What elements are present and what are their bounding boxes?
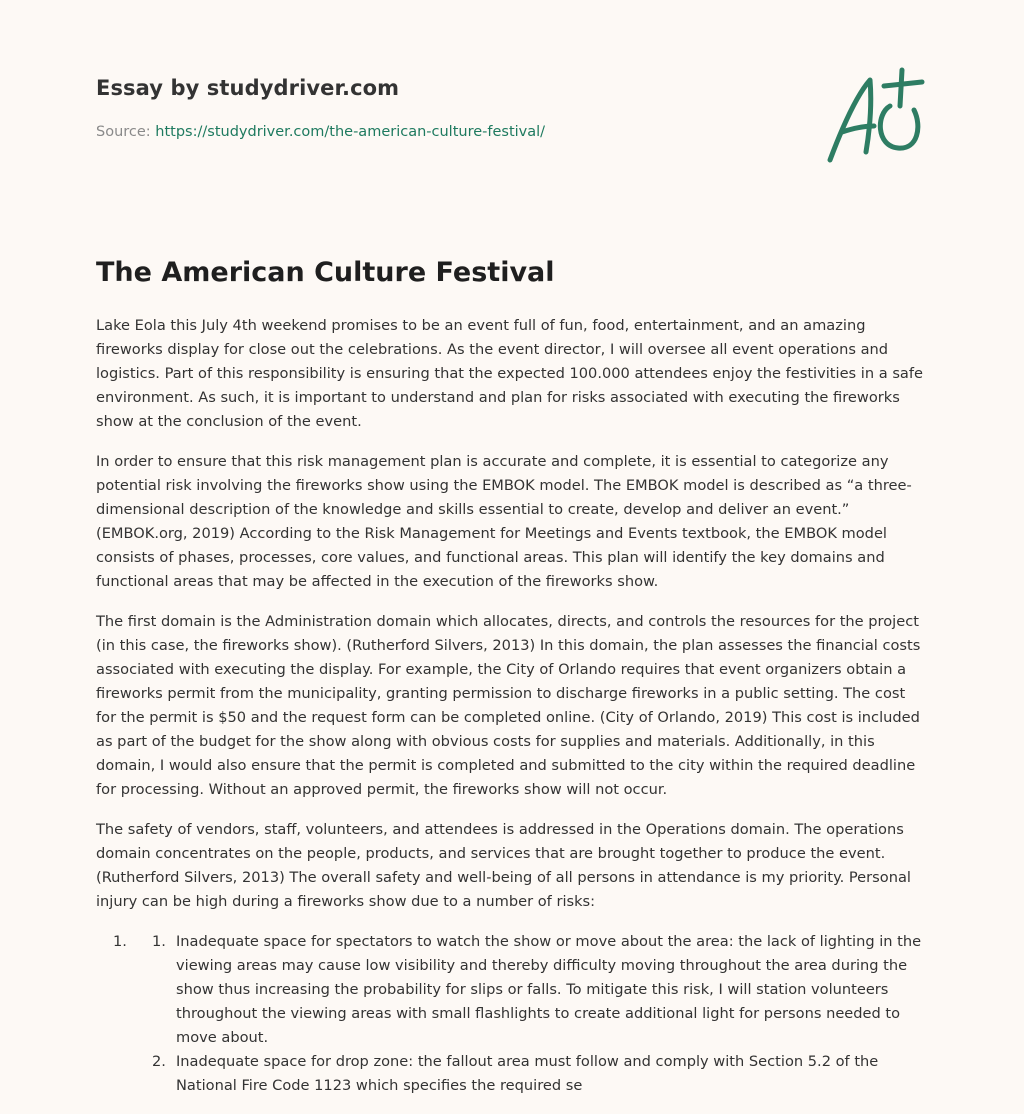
source-label: Source: [96,124,151,140]
risk-list [96,930,928,1098]
paragraph: In order to ensure that this risk management plan is accurate and complete, it is essential to categorize any potential risk involving the fireworks show using the EMBOK model. The EMBOK model is described as “a three-dimensional description of the knowledge and skills essential to create, develop and deliver an event.” (EMBOK.org, 2019) According to the Risk Management for Meetings and Events textbook, the EMBOK model consists of phases, processes, core values, and functional areas. This plan will identify the key domains and functional areas that may be affected in the execution of the fireworks show. [96,453,912,590]
a-plus-logo-icon [820,66,930,166]
site-title: Essay by studydriver.com [96,76,400,100]
essay-title: The American Culture Festival [96,257,555,288]
paragraph: The safety of vendors, staff, volunteers, and attendees is addressed in the Operations domain. The operations domain concentrates on the people, products, and services that are brought together to produce the event. (Rutherford Silvers, 2013) The overall safety and well-being of all persons in attendance is my priority. Personal injury can be high during a fireworks show due to a number of risks: [96,821,911,910]
list-item [96,1050,928,1098]
source-link[interactable]: https://studydriver.com/the-american-culture-festival/ [155,124,546,140]
list-number: 2. [152,1053,166,1070]
source-line [96,124,545,140]
list-item-text: Inadequate space for drop zone: the fallout area must follow and comply with Section 5.2 of the National Fire Code 1123 which specifies the required se [176,1053,879,1094]
list-item [96,930,928,1050]
list-item [96,930,928,1098]
list-number: 1. [113,933,127,950]
nested-list [96,930,928,1098]
essay-body [96,314,928,1098]
list-number: 1. [152,933,166,950]
paragraph: Lake Eola this July 4th weekend promises to be an event full of fun, food, entertainment, and an amazing fireworks display for close out the celebrations. As the event director, I will oversee all event operations and logistics. Part of this responsibility is ensuring that the expected 100.000 attendees enjoy the festivities in a safe environment. As such, it is important to understand and plan for risks associated with executing the fireworks show at the conclusion of the event. [96,317,923,430]
paragraph: The first domain is the Administration domain which allocates, directs, and controls the resources for the project (in this case, the fireworks show). (Rutherford Silvers, 2013) In this domain, the plan assesses the financial costs associated with executing the display. For example, the City of Orlando requires that event organizers obtain a fireworks permit from the municipality, granting permission to discharge fireworks in a public setting. The cost for the permit is $50 and the request form can be completed online. (City of Orlando, 2019) This cost is included as part of the budget for the show along with obvious costs for supplies and materials. Additionally, in this domain, I would also ensure that the permit is completed and submitted to the city within the required deadline for processing. Without an approved permit, the fireworks show will not occur. [96,613,921,798]
list-item-text: Inadequate space for spectators to watch the show or move about the area: the lack of lighting in the viewing areas may cause low visibility and thereby difficulty moving throughout the area during the show thus increasing the probability for slips or falls. To mitigate this risk, I will station volunteers throughout the viewing areas with small flashlights to create additional light for persons needed to move about. [176,933,922,1046]
